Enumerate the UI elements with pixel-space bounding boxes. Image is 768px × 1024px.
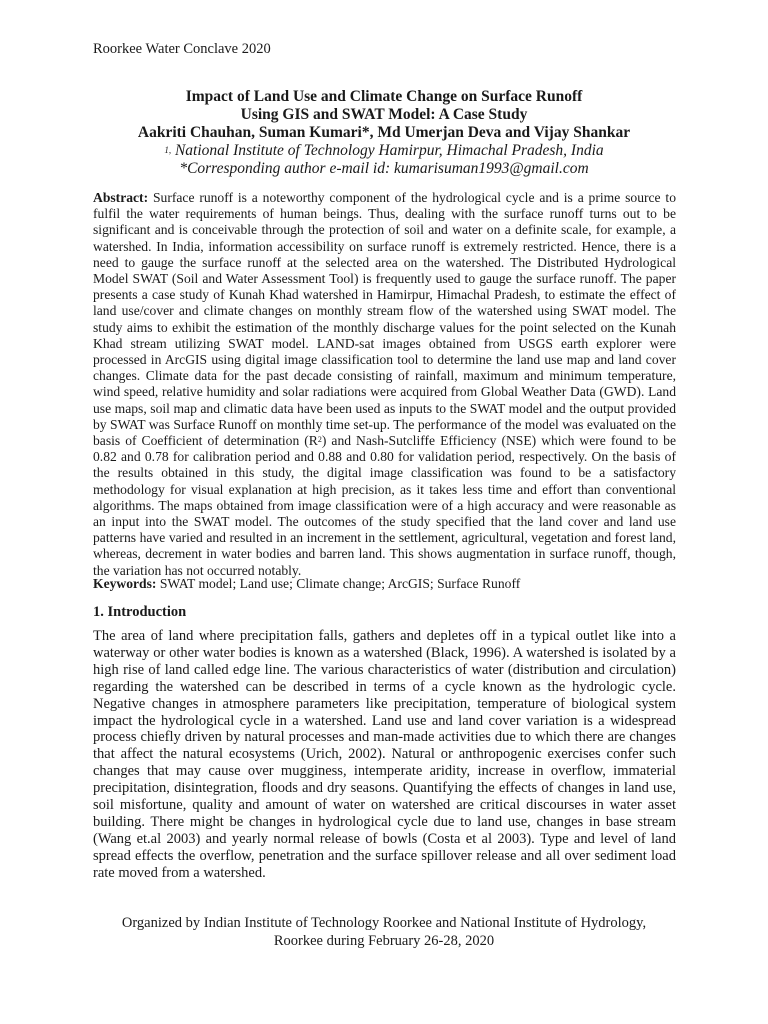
abstract-label: Abstract: [93, 190, 149, 205]
title-block [80, 88, 688, 178]
affiliation-marker: 1, [164, 145, 172, 155]
running-header: Roorkee Water Conclave 2020 [93, 41, 271, 57]
keywords-text: SWAT model; Land use; Climate change; ArcGIS; Surface Runoff [156, 576, 521, 591]
abstract-text-part-2: ) and Nash-Sutcliffe Efficiency (NSE) which were found to be 0.82 and 0.78 for calibration period and 0.88 and 0.80 for validation period, respectively. On the basis of the results obtained in this study, the digital image classification was found to be a satisfactory methodology for visual explanation at high precision, as it takes less time and effort than conventional algorithms. The maps obtained from image classification were of a high accuracy and were reasonable as an input into the SWAT model. The outcomes of the study specified that the land cover and land use patterns have varied and resulted in an increment in the settlement, agricultural, vegetation and forest land, whereas, decrement in water bodies and barren land. This shows augmentation in surface runoff, though, the variation has not occurred notably. [93, 433, 676, 578]
abstract-superscript: 2 [317, 435, 322, 445]
introduction-paragraph: The area of land where precipitation falls, gathers and depletes off in a typical outlet like into a waterway or other water bodies is known as a watershed (Black, 1996). A watershed is isolated by a high rise of land called edge line. The various characteristics of water (distribution and circulation) regarding the watershed can be described in terms of a cycle known as the hydrologic cycle. Negative changes in atmosphere parameters like precipitation, temperature of biological system impact the hydrological cycle in a watershed. Land use and land cover variation is a widespread process chiefly driven by natural processes and man-made activities due to which there are changes that affect the natural ecosystems (Urich, 2002). Natural or anthropogenic exercises confer such changes that may cause over mugginess, intemperate aridity, increase in overflow, immaterial precipitation, disintegration, floods and dry seasons. Quantifying the effects of changes in land use, soil misfortune, quality and amount of water on watershed are critical discourses in water asset building. There might be changes in hydrological cycle due to land use, changes in base stream (Wang et.al 2003) and yearly normal release of bowls (Costa et al 2003). Type and level of land spread effects the overflow, penetration and the surface spillover release and all over sediment load rate moved from a watershed. [93, 628, 676, 881]
abstract-text-part-1: Surface runoff is a noteworthy component of the hydrological cycle and is a prime source to fulfil the water requirements of human beings. Thus, dealing with the surface runoff turns out to be significant and is conceivable through the protection of soil and water on a definite scale, for example, a watershed. In India, information accessibility on surface runoff is extremely restricted. Hence, there is a need to gauge the surface runoff at the selected area on the watershed. The Distributed Hydrological Model SWAT (Soil and Water Assessment Tool) is frequently used to gauge the surface runoff. The paper presents a case study of Kunah Khad watershed in Hamirpur, Himachal Pradesh, to estimate the effect of land use/cover and climate changes on monthly stream flow of the watershed using SWAT model. The study aims to exhibit the estimation of the monthly discharge values for the point selected on the Kunah Khad stream utilizing SWAT model. LAND-sat images obtained from USGS earth explorer were processed in ArcGIS using digital image classification tool to determine the land use map and land cover changes. Climate data for the past decade consisting of rainfall, maximum and minimum temperature, wind speed, relative humidity and solar radiations were acquired from Global Weather Data (GWD). Land use maps, soil map and climatic data have been used as inputs to the SWAT model and the output provided by SWAT was Surface Runoff on monthly time set-up. The performance of the model was evaluated on the basis of Coefficient of determination (R [93, 190, 676, 449]
corresponding-author: *Corresponding author e-mail id: kumarisuman1993@gmail.com [179, 160, 589, 177]
footer-line-1: Organized by Indian Institute of Technology Roorkee and National Institute of Hydrology, [121, 915, 647, 931]
paper-title-line-1: Impact of Land Use and Climate Change on Surface Runoff [185, 88, 583, 105]
paper-title-line-2: Using GIS and SWAT Model: A Case Study [240, 106, 528, 123]
affiliation [80, 142, 688, 160]
page-footer [80, 914, 688, 950]
author-list: Aakriti Chauhan, Suman Kumari*, Md Umerjan Deva and Vijay Shankar [137, 124, 631, 141]
keywords-label: Keywords: [93, 576, 157, 591]
footer-line-2: Roorkee during February 26-28, 2020 [273, 933, 495, 949]
introduction-heading: 1. Introduction [93, 604, 187, 620]
keywords [93, 576, 676, 592]
affiliation-text: National Institute of Technology Hamirpur, Himachal Pradesh, India [174, 142, 604, 159]
abstract [93, 190, 676, 579]
